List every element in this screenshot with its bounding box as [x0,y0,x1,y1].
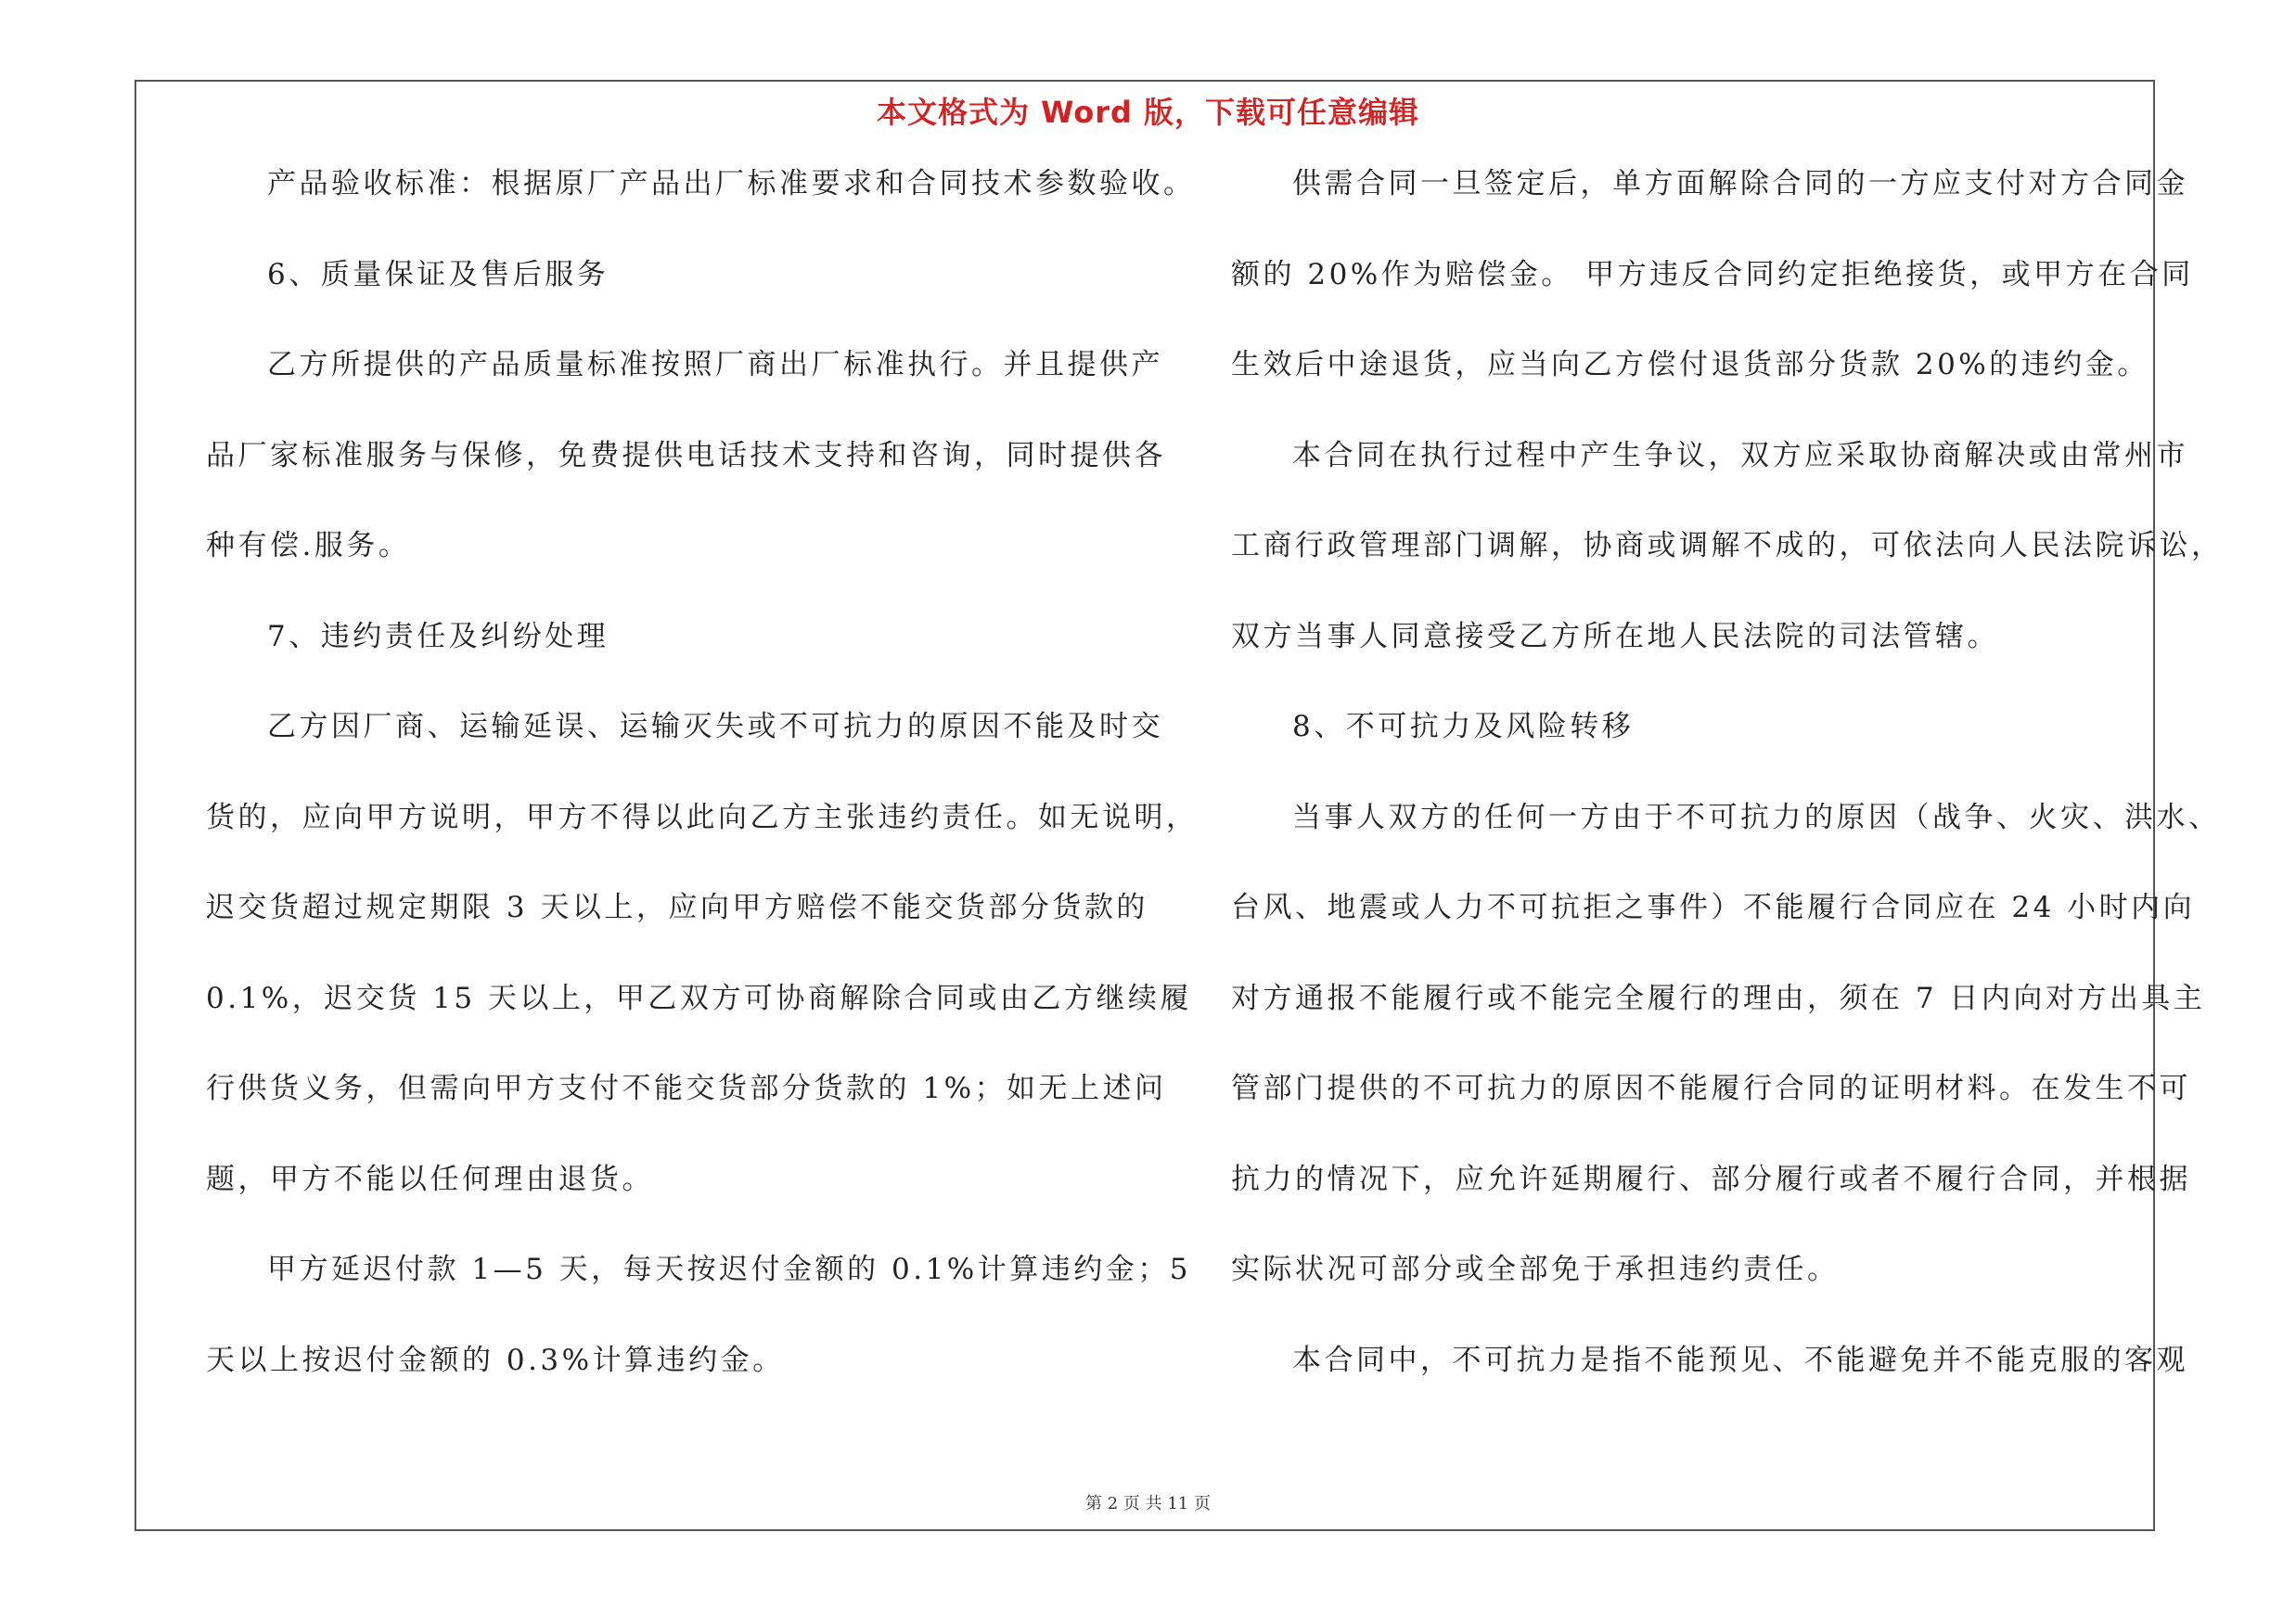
text-line: 供需合同一旦签定后，单方面解除合同的一方应支付对方合同金 [1292,167,2188,200]
text-line: 生效后中途退货，应当向乙方偿付退货部分货款 20%的违约金。 [1231,348,2149,381]
text-line: 额的 20%作为赔偿金。 甲方违反合同约定拒绝接货，或甲方在合同 [1231,257,2194,291]
text-line: 乙方所提供的产品质量标准按照厂商出厂标准执行。并且提供产 [267,348,1163,381]
text-line: 8、不可抗力及风险转移 [1292,710,1635,743]
page-number-footer: 第 2 页 共 11 页 [1085,1494,1211,1514]
word-format-banner: 本文格式为 Word 版，下载可任意编辑 [876,95,1420,130]
text-line: 当事人双方的任何一方由于不可抗力的原因（战争、火灾、洪水、 [1292,800,2221,834]
right-text-column [1231,154,2224,1421]
text-line: 题，甲方不能以任何理由退货。 [206,1162,654,1196]
text-line: 6、质量保证及售后服务 [267,257,609,291]
text-line: 行供货义务，但需向甲方支付不能交货部分货款的 1%；如无上述问 [206,1072,1167,1105]
text-line: 抗力的情况下，应允许延期履行、部分履行或者不履行合同，并根据 [1231,1162,2191,1196]
text-line: 本合同在执行过程中产生争议，双方应采取协商解决或由常州市 [1292,438,2188,472]
text-line: 实际状况可部分或全部免于承担违约责任。 [1231,1253,1840,1286]
text-line: 管部门提供的不可抗力的原因不能履行合同的证明材料。在发生不可 [1231,1072,2191,1105]
text-line: 种有偿.服务。 [206,529,411,562]
left-text-column [206,154,1199,1421]
text-line: 本合同中，不可抗力是指不能预见、不能避免并不能克服的客观 [1292,1343,2188,1377]
text-line: 乙方因厂商、运输延误、运输灭失或不可抗力的原因不能及时交 [267,710,1163,743]
text-line: 天以上按迟付金额的 0.3%计算违约金。 [206,1343,785,1377]
text-line: 甲方延迟付款 1—5 天，每天按迟付金额的 0.1%计算违约金；5 [267,1253,1191,1286]
text-line: 产品验收标准：根据原厂产品出厂标准要求和合同技术参数验收。 [267,167,1196,200]
text-line: 对方通报不能履行或不能完全履行的理由，须在 7 日内向对方出具主 [1231,981,2206,1015]
text-line: 7、违约责任及纠纷处理 [267,619,609,653]
text-line: 台风、地震或人力不可抗拒之事件）不能履行合同应在 24 小时内向 [1231,891,2196,924]
text-line: 品厂家标准服务与保修，免费提供电话技术支持和咨询，同时提供各 [206,438,1166,472]
text-line: 0.1%，迟交货 15 天以上，甲乙双方可协商解除合同或由乙方继续履 [206,981,1192,1015]
text-line: 双方当事人同意接受乙方所在地人民法院的司法管辖。 [1231,619,1999,653]
text-line: 货的，应向甲方说明，甲方不得以此向乙方主张违约责任。如无说明， [206,800,1199,834]
text-line: 工商行政管理部门调解，协商或调解不成的，可依法向人民法院诉讼， [1231,529,2224,562]
text-line: 迟交货超过规定期限 3 天以上，应向甲方赔偿不能交货部分货款的 [206,891,1148,924]
